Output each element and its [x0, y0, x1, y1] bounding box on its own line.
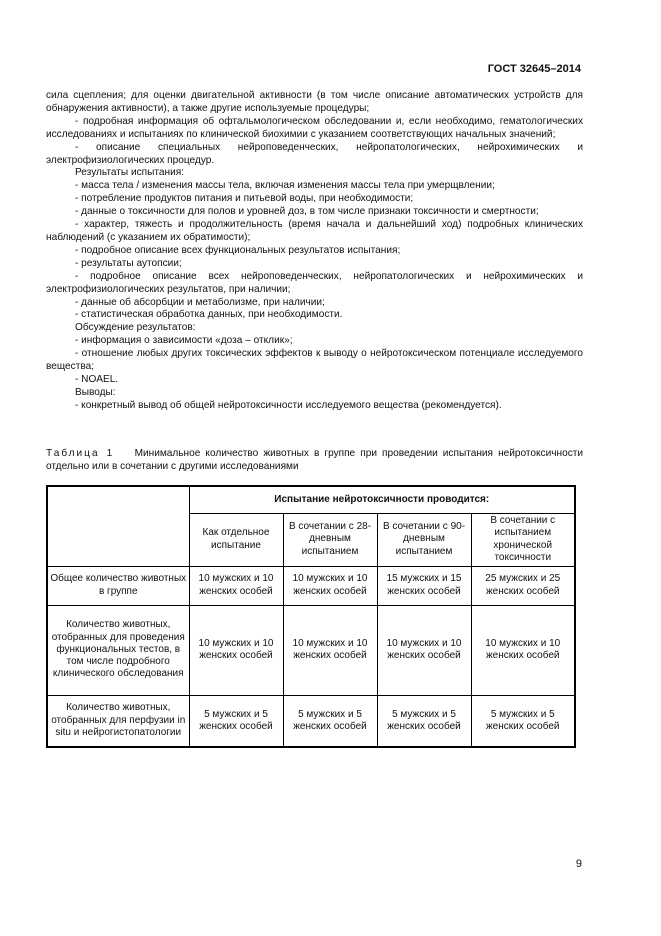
body-paragraph: - информация о зависимости «доза – отклик»;: [75, 335, 293, 347]
table-cell: 15 мужских и 15 женских особей: [377, 566, 471, 605]
body-paragraph: - отношение любых других токсических эффектов к выводу о нейротоксическом потенциале исследуемого вещества;: [46, 348, 583, 373]
body-paragraph: - данные о токсичности для полов и уровней доз, в том числе признаки токсичности и смертности;: [75, 206, 539, 218]
table-cell: 10 мужских и 10 женских особей: [283, 566, 377, 605]
body-paragraph: - масса тела / изменения массы тела, включая изменения массы тела при умерщвлении;: [75, 180, 495, 192]
body-paragraph: Результаты испытания:: [75, 167, 184, 179]
table-cell: 10 мужских и 10 женских особей: [189, 605, 283, 695]
table-cell: 10 мужских и 10 женских особей: [189, 566, 283, 605]
table-row-label: Количество животных, отобранных для проведения функциональных тестов, в том числе подробного клинического обследования: [47, 605, 189, 695]
body-paragraph: - статистическая обработка данных, при необходимости.: [75, 309, 343, 321]
table-caption-text: Минимальное количество животных в группе при проведении испытания нейротоксичности отдельно или в сочетании с другими исследованиями: [46, 448, 583, 472]
body-text: [46, 90, 583, 413]
document-id-header: ГОСТ 32645–2014: [487, 63, 581, 75]
table-row: [47, 605, 575, 695]
table-corner-cell: [47, 486, 189, 566]
table-col-header: В сочетании с 28-дневным испытанием: [283, 513, 377, 566]
table-row-label: Количество животных, отобранных для перфузии in situ и нейрогистопатологии: [47, 695, 189, 747]
body-paragraph: сила сцепления; для оценки двигательной активности (в том числе описание автоматических устройств для обнаружения активности), а также другие используемые процедуры;: [46, 90, 583, 114]
page-number: 9: [575, 858, 582, 870]
body-paragraph: - данные об абсорбции и метаболизме, при наличии;: [75, 296, 325, 308]
body-paragraph: - характер, тяжесть и продолжительность (время начала и дальнейший ход) подробных клинических наблюдений (с указанием их обратимости);: [46, 219, 583, 243]
table-cell: 10 мужских и 10 женских особей: [377, 605, 471, 695]
table-caption-label: Таблица 1: [46, 448, 115, 459]
table-row: [47, 695, 575, 747]
table-cell: 5 мужских и 5 женских особей: [377, 695, 471, 747]
body-paragraph: - результаты аутопсии;: [75, 257, 182, 269]
table-cell: 25 мужских и 25 женских особей: [471, 566, 575, 605]
table-col-header: Как отдельное испытание: [189, 513, 283, 566]
table-caption: [46, 448, 583, 474]
body-paragraph: - подробная информация об офтальмологическом обследовании и, если необходимо, гематологических исследованиях и испытаниях по клинической биохимии с указанием соответствующих начальных значений;: [46, 115, 583, 140]
table-cell: 5 мужских и 5 женских особей: [471, 695, 575, 747]
table-col-header: В сочетании с испытанием хронической токсичности: [471, 513, 575, 566]
table-col-header: В сочетании с 90-дневным испытанием: [377, 513, 471, 566]
body-paragraph: - потребление продуктов питания и питьевой воды, при необходимости;: [75, 193, 414, 205]
body-paragraph: - подробное описание всех функциональных результатов испытания;: [75, 244, 401, 256]
body-paragraph: Обсуждение результатов:: [75, 322, 196, 334]
body-paragraph: - NOAEL.: [75, 373, 119, 385]
body-paragraph: Выводы:: [75, 386, 116, 398]
table-cell: 5 мужских и 5 женских особей: [189, 695, 283, 747]
table-row: [47, 566, 575, 605]
body-paragraph: - конкретный вывод об общей нейротоксичности исследуемого вещества (рекомендуется).: [75, 399, 502, 411]
table-row-label: Общее количество животных в группе: [47, 566, 189, 605]
table-cell: 5 мужских и 5 женских особей: [283, 695, 377, 747]
animal-count-table: [46, 485, 576, 748]
body-paragraph: - подробное описание всех нейроповеденческих, нейропатологических и нейрохимических и электрофизиологических результатов, при наличии;: [46, 270, 583, 295]
table-cell: 10 мужских и 10 женских особей: [471, 605, 575, 695]
table-cell: 10 мужских и 10 женских особей: [283, 605, 377, 695]
table-group-header: Испытание нейротоксичности проводится:: [189, 486, 575, 513]
body-paragraph: - описание специальных нейроповеденческих, нейропатологических, нейрохимических и электрофизиологических процедур.: [46, 141, 583, 166]
